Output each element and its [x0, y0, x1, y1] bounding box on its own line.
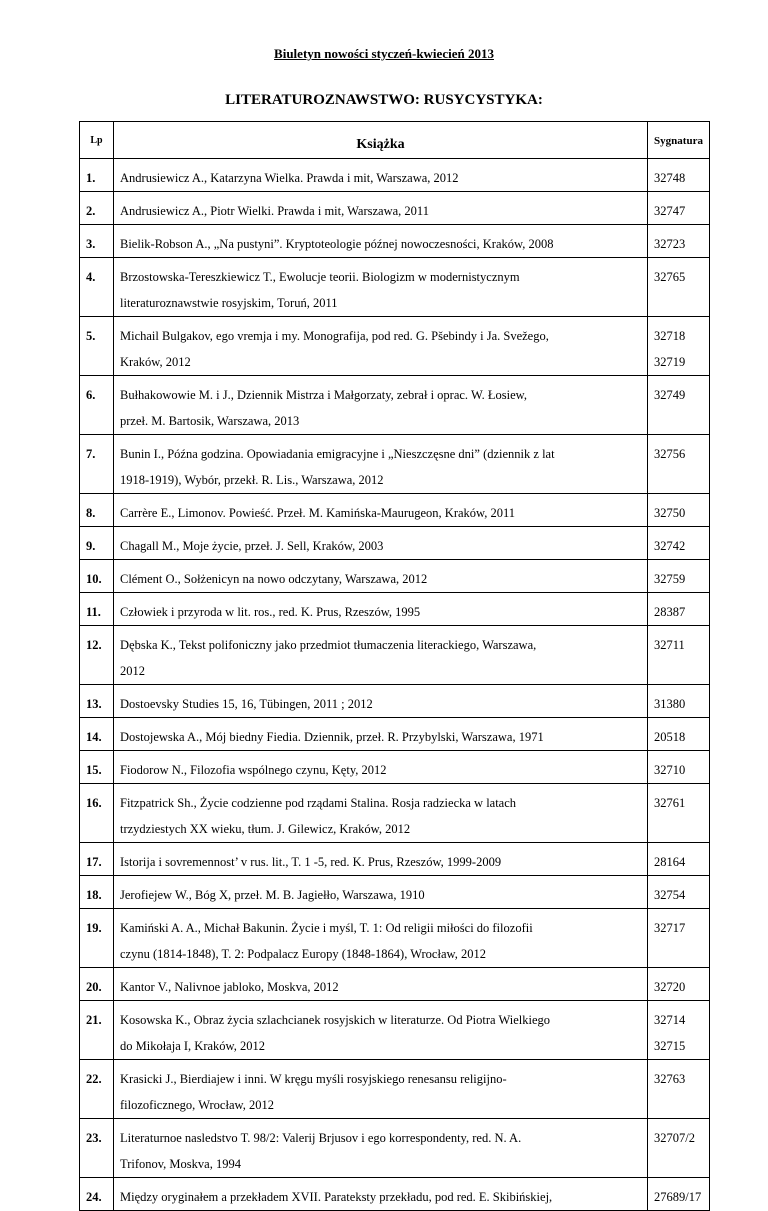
table-row [80, 1178, 710, 1211]
book-line: Chagall M., Moje życie, przeł. J. Sell, Kraków, 2003 [120, 539, 384, 553]
book-cell [114, 685, 648, 718]
signature-value: 32754 [654, 888, 686, 902]
signature-cell [648, 1001, 710, 1060]
signature-value: 32749 [654, 388, 686, 402]
table-row [80, 718, 710, 751]
book-cell [114, 1001, 648, 1060]
signature-cell [648, 1060, 710, 1119]
signature-value: 32763 [654, 1072, 686, 1086]
table-row [80, 376, 710, 435]
signature-value: 32715 [654, 1039, 686, 1053]
book-cell [114, 909, 648, 968]
book-cell [114, 225, 648, 258]
row-number: 13. [80, 685, 114, 718]
book-line: do Mikołaja I, Kraków, 2012 [120, 1039, 265, 1053]
signature-cell [648, 376, 710, 435]
signature-value: 32714 [654, 1013, 686, 1027]
book-cell [114, 593, 648, 626]
book-line: Michail Bulgakov, ego vremja i my. Monografija, pod red. G. Pšebindy i Ja. Svežego, [120, 329, 549, 343]
book-line: Człowiek i przyroda w lit. ros., red. K. Prus, Rzeszów, 1995 [120, 605, 421, 619]
bulletin-title: Biuletyn nowości styczeń-kwiecień 2013 [274, 46, 494, 61]
signature-value: 32711 [654, 638, 685, 652]
book-cell [114, 527, 648, 560]
signature-cell [648, 258, 710, 317]
signature-cell [648, 968, 710, 1001]
header-signature: Sygnatura [648, 122, 710, 159]
book-line: Kantor V., Nalivnoe jabloko, Moskva, 2012 [120, 980, 339, 994]
row-number: 17. [80, 843, 114, 876]
book-cell [114, 560, 648, 593]
signature-value: 32717 [654, 921, 686, 935]
book-line: 1918-1919), Wybór, przekł. R. Lis., Warszawa, 2012 [120, 473, 384, 487]
table-row [80, 1001, 710, 1060]
signature-value: 32720 [654, 980, 686, 994]
row-number: 5. [80, 317, 114, 376]
signature-cell [648, 494, 710, 527]
book-cell [114, 159, 648, 192]
row-number: 20. [80, 968, 114, 1001]
signature-value: 32719 [654, 355, 686, 369]
signature-cell [648, 626, 710, 685]
row-number: 21. [80, 1001, 114, 1060]
row-number: 1. [80, 159, 114, 192]
row-number: 7. [80, 435, 114, 494]
book-line: Fitzpatrick Sh., Życie codzienne pod rządami Stalina. Rosja radziecka w latach [120, 796, 517, 810]
book-line: Andrusiewicz A., Piotr Wielki. Prawda i mit, Warszawa, 2011 [120, 204, 429, 218]
signature-value: 32710 [654, 763, 686, 777]
signature-value: 28387 [654, 605, 686, 619]
signature-cell [648, 192, 710, 225]
row-number: 14. [80, 718, 114, 751]
table-row [80, 968, 710, 1001]
table-row [80, 494, 710, 527]
book-cell [114, 843, 648, 876]
book-cell [114, 317, 648, 376]
table-row [80, 876, 710, 909]
book-cell [114, 435, 648, 494]
book-cell [114, 968, 648, 1001]
signature-value: 32742 [654, 539, 686, 553]
book-line: Trifonov, Moskva, 1994 [120, 1157, 241, 1171]
book-line: Andrusiewicz A., Katarzyna Wielka. Prawda i mit, Warszawa, 2012 [120, 171, 459, 185]
book-line: filozoficznego, Wrocław, 2012 [120, 1098, 274, 1112]
book-line: Brzostowska-Tereszkiewicz T., Ewolucje teorii. Biologizm w modernistycznym [120, 270, 520, 284]
row-number: 18. [80, 876, 114, 909]
book-line: Bunin I., Późna godzina. Opowiadania emigracyjne i „Nieszczęsne dni” (dziennik z lat [120, 447, 555, 461]
book-line: Krasicki J., Bierdiajew i inni. W kręgu myśli rosyjskiego renesansu religijno- [120, 1072, 507, 1086]
book-line: Kosowska K., Obraz życia szlachcianek rosyjskich w literaturze. Od Piotra Wielkiego [120, 1013, 551, 1027]
signature-value: 32759 [654, 572, 686, 586]
signature-cell [648, 317, 710, 376]
signature-cell [648, 1178, 710, 1211]
signature-value: 31380 [654, 697, 686, 711]
table-body [80, 159, 710, 1211]
row-number: 4. [80, 258, 114, 317]
table-row [80, 560, 710, 593]
header-book: Książka [114, 122, 648, 159]
table-row [80, 435, 710, 494]
signature-value: 32707/2 [654, 1131, 695, 1145]
book-line: Kamiński A. A., Michał Bakunin. Życie i myśl, T. 1: Od religii miłości do filozofii [120, 921, 533, 935]
table-row [80, 1119, 710, 1178]
signature-cell [648, 843, 710, 876]
table-row [80, 159, 710, 192]
signature-cell [648, 876, 710, 909]
signature-cell [648, 527, 710, 560]
table-row [80, 1060, 710, 1119]
signature-value: 20518 [654, 730, 686, 744]
signature-cell [648, 560, 710, 593]
table-row [80, 527, 710, 560]
row-number: 16. [80, 784, 114, 843]
header-lp: Lp [80, 122, 114, 159]
row-number: 2. [80, 192, 114, 225]
book-cell [114, 258, 648, 317]
signature-cell [648, 593, 710, 626]
book-line: Dostoevsky Studies 15, 16, Tübingen, 2011 ; 2012 [120, 697, 373, 711]
signature-value: 32765 [654, 270, 686, 284]
signature-cell [648, 751, 710, 784]
signature-value: 32756 [654, 447, 686, 461]
table-header-row [80, 122, 710, 159]
row-number: 12. [80, 626, 114, 685]
book-line: czynu (1814-1848), T. 2: Podpalacz Europy (1848-1864), Wrocław, 2012 [120, 947, 486, 961]
book-cell [114, 1060, 648, 1119]
section-heading: LITERATUROZNAWSTWO: RUSYCYSTYKA: [225, 92, 543, 108]
book-cell [114, 1178, 648, 1211]
books-table [79, 121, 710, 1211]
table-row [80, 192, 710, 225]
table-row [80, 593, 710, 626]
signature-value: 32761 [654, 796, 686, 810]
book-line: Clément O., Sołżenicyn na nowo odczytany, Warszawa, 2012 [120, 572, 428, 586]
table-row [80, 317, 710, 376]
signature-value: 32747 [654, 204, 686, 218]
signature-value: 27689/17 [654, 1190, 702, 1204]
table-row [80, 843, 710, 876]
row-number: 6. [80, 376, 114, 435]
row-number: 19. [80, 909, 114, 968]
book-cell [114, 626, 648, 685]
row-number: 22. [80, 1060, 114, 1119]
book-line: trzydziestych XX wieku, tłum. J. Gilewicz, Kraków, 2012 [120, 822, 411, 836]
signature-cell [648, 1119, 710, 1178]
table-row [80, 909, 710, 968]
book-line: literaturoznawstwie rosyjskim, Toruń, 2011 [120, 296, 338, 310]
book-cell [114, 876, 648, 909]
signature-cell [648, 685, 710, 718]
table-row [80, 751, 710, 784]
book-line: przeł. M. Bartosik, Warszawa, 2013 [120, 414, 300, 428]
signature-value: 32750 [654, 506, 686, 520]
signature-value: 28164 [654, 855, 686, 869]
book-cell [114, 784, 648, 843]
row-number: 9. [80, 527, 114, 560]
table-row [80, 685, 710, 718]
book-cell [114, 718, 648, 751]
book-line: Literaturnoe nasledstvo T. 98/2: Valerij Brjusov i ego korrespondenty, red. N. A. [120, 1131, 522, 1145]
book-line: Bielik-Robson A., „Na pustyni”. Kryptoteologie późnej nowoczesności, Kraków, 2008 [120, 237, 554, 251]
book-line: Fiodorow N., Filozofia wspólnego czynu, Kęty, 2012 [120, 763, 387, 777]
row-number: 15. [80, 751, 114, 784]
book-line: 2012 [120, 664, 145, 678]
signature-cell [648, 159, 710, 192]
row-number: 3. [80, 225, 114, 258]
signature-cell [648, 225, 710, 258]
table-row [80, 258, 710, 317]
row-number: 11. [80, 593, 114, 626]
book-line: Kraków, 2012 [120, 355, 191, 369]
book-cell [114, 192, 648, 225]
book-cell [114, 1119, 648, 1178]
signature-value: 32718 [654, 329, 686, 343]
signature-cell [648, 718, 710, 751]
signature-value: 32723 [654, 237, 686, 251]
signature-value: 32748 [654, 171, 686, 185]
book-line: Bułhakowowie M. i J., Dziennik Mistrza i Małgorzaty, zebrał i oprac. W. Łosiew, [120, 388, 527, 402]
book-line: Jerofiejew W., Bóg X, przeł. M. B. Jagiełło, Warszawa, 1910 [120, 888, 425, 902]
book-cell [114, 376, 648, 435]
table-row [80, 225, 710, 258]
row-number: 23. [80, 1119, 114, 1178]
book-cell [114, 751, 648, 784]
row-number: 8. [80, 494, 114, 527]
book-line: Między oryginałem a przekładem XVII. Parateksty przekładu, pod red. E. Skibińskiej, [120, 1190, 553, 1204]
book-line: Carrère E., Limonov. Powieść. Przeł. M. Kamińska-Maurugeon, Kraków, 2011 [120, 506, 516, 520]
row-number: 10. [80, 560, 114, 593]
signature-cell [648, 909, 710, 968]
table-row [80, 784, 710, 843]
signature-cell [648, 435, 710, 494]
table-row [80, 626, 710, 685]
book-cell [114, 494, 648, 527]
book-line: Dębska K., Tekst polifoniczny jako przedmiot tłumaczenia literackiego, Warszawa, [120, 638, 537, 652]
signature-cell [648, 784, 710, 843]
row-number: 24. [80, 1178, 114, 1211]
book-line: Dostojewska A., Mój biedny Fiedia. Dziennik, przeł. R. Przybylski, Warszawa, 1971 [120, 730, 544, 744]
book-line: Istorija i sovremennost’ v rus. lit., T. 1 -5, red. K. Prus, Rzeszów, 1999-2009 [120, 855, 502, 869]
